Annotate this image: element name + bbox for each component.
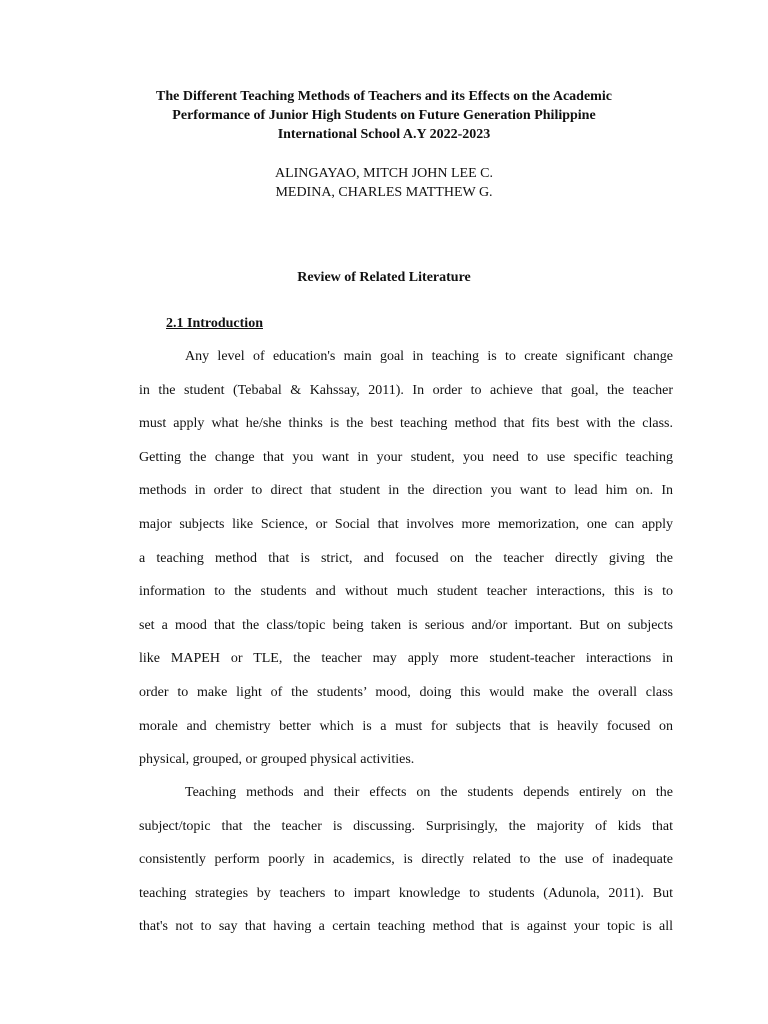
author-name: ALINGAYAO, MITCH JOHN LEE C. <box>274 166 494 181</box>
paper-title <box>120 87 648 144</box>
title-line: Performance of Junior High Students on Future Generation Philippine <box>172 108 596 123</box>
paragraph-line: major subjects like Science, or Social that involves more memorization, one can apply <box>139 516 673 532</box>
section-heading: Review of Related Literature <box>297 270 471 285</box>
paragraph-line: like MAPEH or TLE, the teacher may apply more student-teacher interactions in <box>139 651 673 667</box>
paragraph-line: Any level of education's main goal in teaching is to create significant change <box>185 349 673 364</box>
paragraph-line: must apply what he/she thinks is the best teaching method that fits best with the class. <box>139 416 673 432</box>
paragraph-line: subject/topic that the teacher is discussing. Surprisingly, the majority of kids that <box>139 818 673 834</box>
paragraph <box>139 776 673 944</box>
paragraph-line: teaching strategies by teachers to impart knowledge to students (Adunola, 2011). But <box>139 885 673 901</box>
paragraph-line: set a mood that the class/topic being taken is serious and/or important. But on subjects <box>139 617 673 633</box>
paragraph-line: order to make light of the students’ mood, doing this would make the overall class <box>139 684 673 700</box>
paragraph-line: Getting the change that you want in your student, you need to use specific teaching <box>139 449 673 465</box>
title-line: International School A.Y 2022-2023 <box>277 127 491 142</box>
paragraph-line: consistently perform poorly in academics, is directly related to the use of inadequate <box>139 852 673 868</box>
subsection-heading: 2.1 Introduction <box>166 316 263 331</box>
paragraph-line: that's not to say that having a certain teaching method that is against your topic is all <box>139 919 673 935</box>
paragraph-line: morale and chemistry better which is a must for subjects that is heavily focused on <box>139 718 673 734</box>
paragraph-line: Teaching methods and their effects on the students depends entirely on the <box>185 785 673 800</box>
paragraph-line: in the student (Tebabal & Kahssay, 2011). In order to achieve that goal, the teacher <box>139 382 673 398</box>
author-list <box>120 164 648 202</box>
paragraph-line: a teaching method that is strict, and focused on the teacher directly giving the <box>139 550 673 566</box>
paragraph-line: physical, grouped, or grouped physical activities. <box>139 752 415 768</box>
author-name: MEDINA, CHARLES MATTHEW G. <box>275 185 493 200</box>
paragraph-line: methods in order to direct that student in the direction you want to lead him on. In <box>139 483 673 499</box>
paragraph-line: information to the students and without much student teacher interactions, this is to <box>139 584 673 600</box>
title-line: The Different Teaching Methods of Teachers and its Effects on the Academic <box>156 89 612 104</box>
paragraph <box>139 340 673 777</box>
